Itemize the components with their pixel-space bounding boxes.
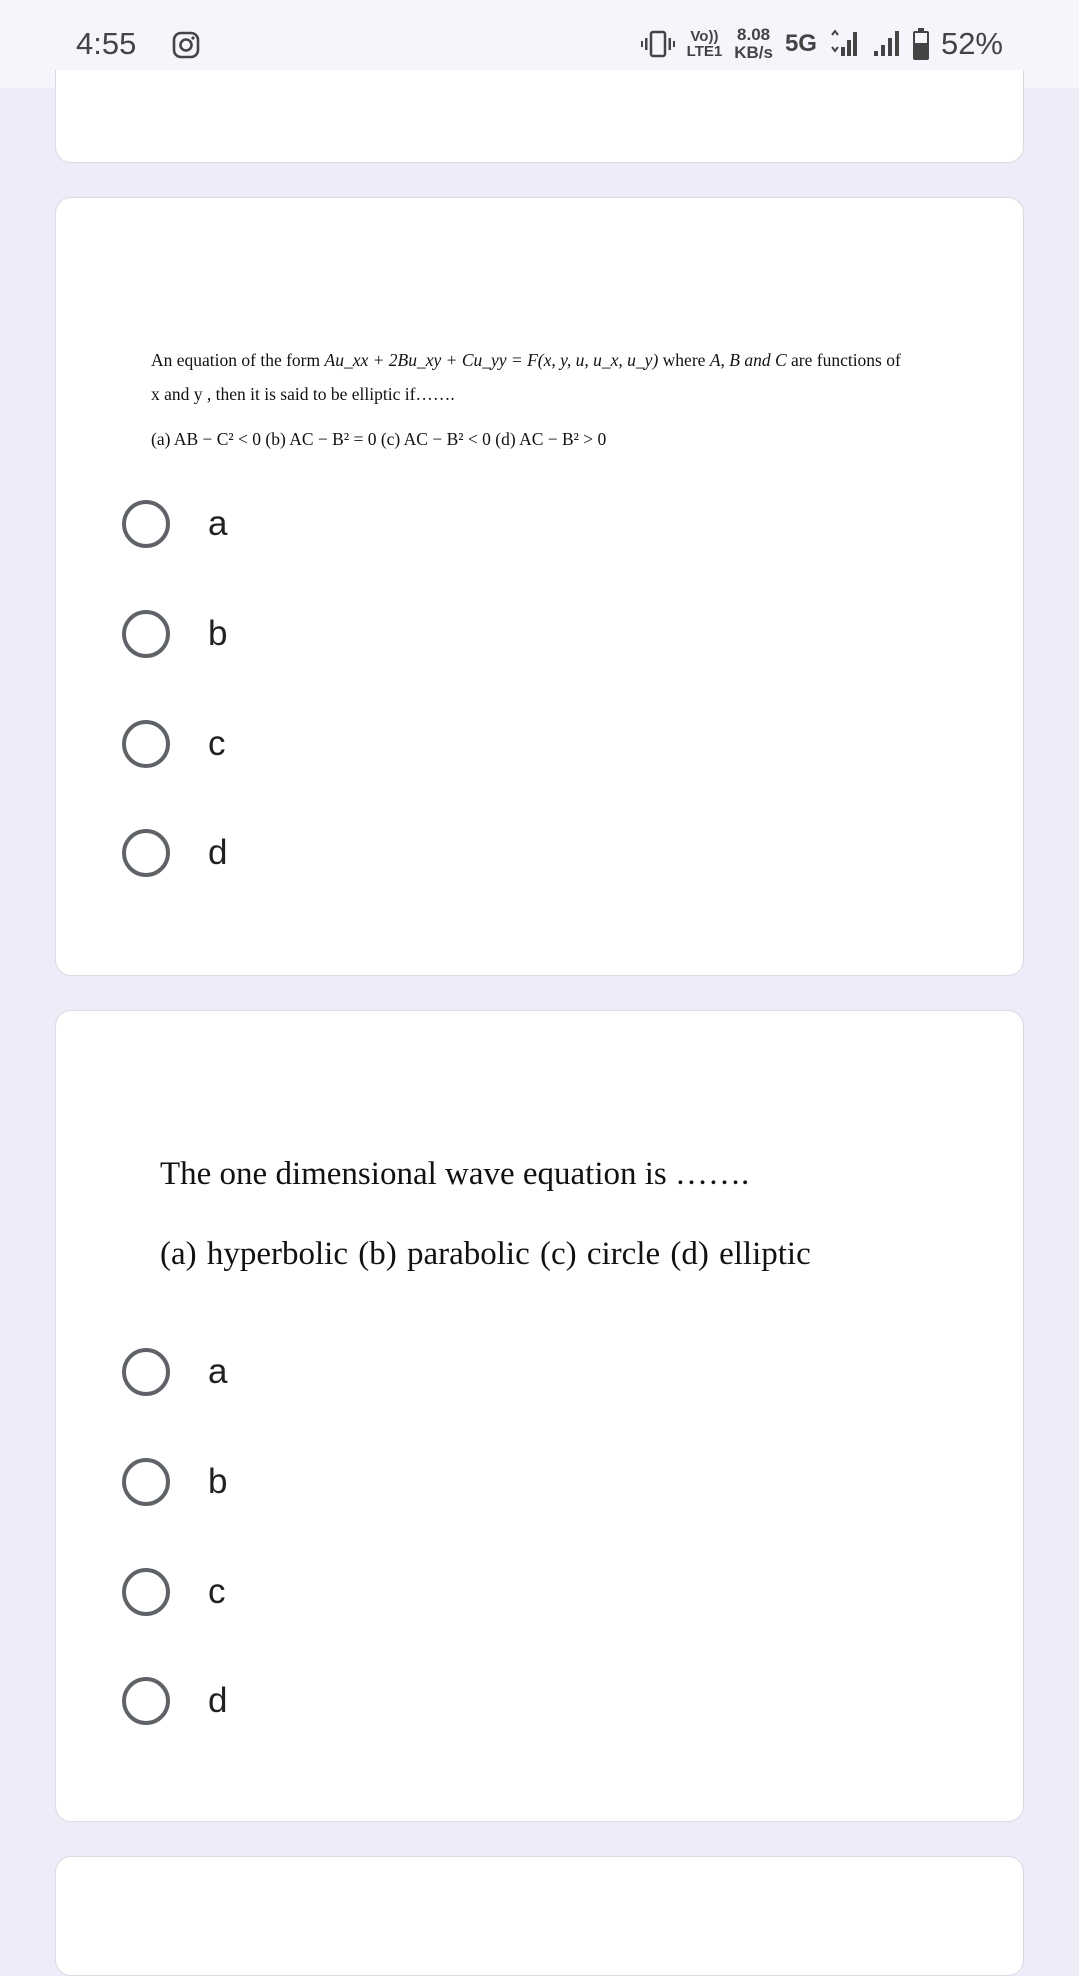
volte-bottom: LTE1 — [686, 43, 723, 60]
option-c[interactable] — [122, 1564, 722, 1620]
option-b[interactable] — [122, 606, 722, 662]
network-speed — [734, 26, 773, 62]
option-label: c — [208, 724, 226, 763]
q1-tail: are functions of — [791, 350, 901, 370]
option-b[interactable] — [122, 1454, 722, 1510]
option-label: a — [208, 1352, 228, 1391]
signal-icon-2 — [871, 29, 901, 59]
q1-vars: A, B and C — [709, 350, 787, 370]
radio-button[interactable] — [122, 610, 170, 658]
instagram-icon — [172, 31, 200, 59]
radio-button[interactable] — [122, 720, 170, 768]
option-a[interactable] — [122, 496, 722, 552]
q1-where: where — [662, 350, 706, 370]
option-label: d — [208, 833, 228, 872]
question-2-text: The one dimensional wave equation is ……. — [160, 1156, 750, 1192]
option-d[interactable] — [122, 825, 722, 881]
option-label: d — [208, 1681, 228, 1720]
radio-button[interactable] — [122, 1677, 170, 1725]
radio-button[interactable] — [122, 500, 170, 548]
q1-formula: Au_xx + 2Bu_xy + Cu_yy = F(x, y, u, u_x, u_y) — [324, 350, 659, 370]
question-card-1 — [55, 197, 1024, 976]
option-d[interactable] — [122, 1673, 722, 1729]
option-c[interactable] — [122, 716, 722, 772]
status-icons — [641, 22, 1003, 66]
radio-button[interactable] — [122, 1458, 170, 1506]
question-2-choices: (a) hyperbolic (b) parabolic (c) circle (d) elliptic — [160, 1236, 811, 1272]
radio-button[interactable] — [122, 1568, 170, 1616]
vibrate-icon — [641, 29, 675, 59]
speed-value: 8.08 — [737, 25, 771, 44]
q1-line2: x and y , then it is said to be elliptic if……. — [151, 384, 455, 404]
network-type: 5G — [784, 30, 817, 57]
q1-intro: An equation of the form — [151, 350, 321, 370]
option-label: b — [208, 1462, 228, 1501]
volte-top: Vo)) — [690, 28, 719, 45]
battery-icon — [913, 28, 929, 60]
question-1-choices: (a) AB − C² < 0 (b) AC − B² = 0 (c) AC − B² < 0 (d) AC − B² > 0 — [151, 429, 607, 449]
status-time: 4:55 — [76, 26, 137, 61]
option-label: b — [208, 614, 228, 653]
radio-button[interactable] — [122, 829, 170, 877]
previous-question-card — [55, 70, 1024, 163]
signal-icon — [829, 29, 859, 59]
battery-percent: 52% — [940, 26, 1003, 61]
next-question-card — [55, 1856, 1024, 1976]
question-1-text — [151, 343, 951, 411]
speed-unit: KB/s — [734, 43, 773, 62]
volte-indicator — [687, 29, 723, 59]
question-card-2 — [55, 1010, 1024, 1822]
radio-button[interactable] — [122, 1348, 170, 1396]
option-a[interactable] — [122, 1344, 722, 1400]
option-label: c — [208, 1572, 226, 1611]
option-label: a — [208, 504, 228, 543]
